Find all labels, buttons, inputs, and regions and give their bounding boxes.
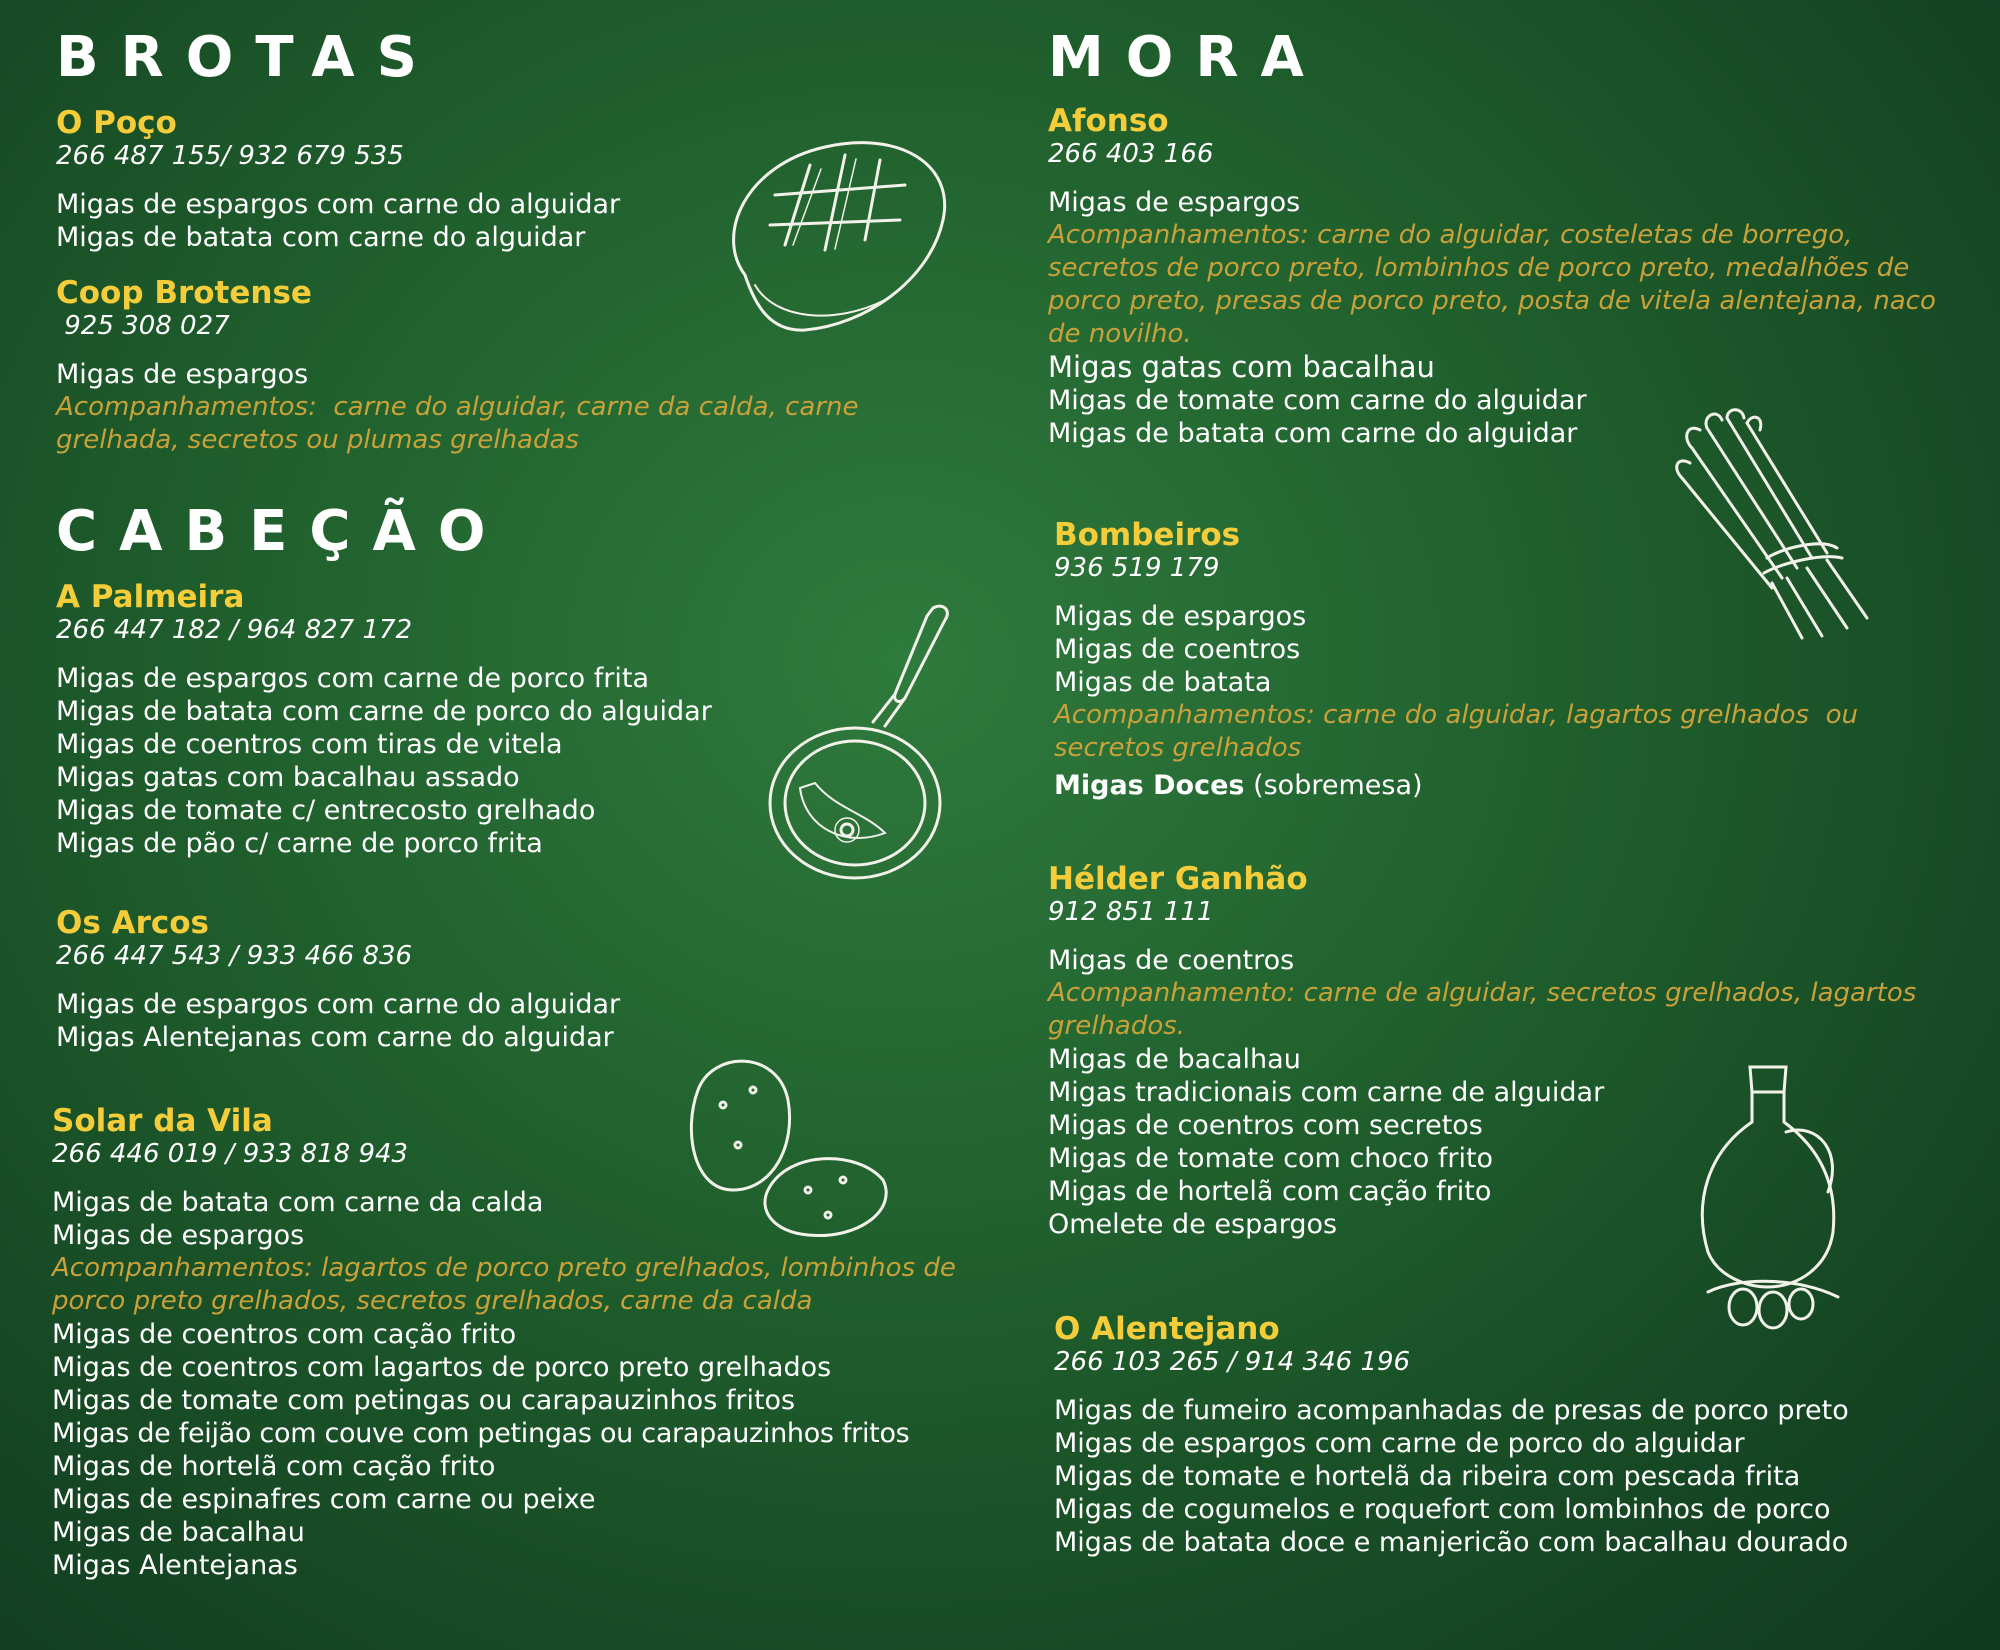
dish-item: Migas de batata com carne do alguidar [1048, 417, 1578, 449]
restaurant-name: Bombeiros [1054, 517, 1241, 553]
dish-item: Migas de espargos com carne do alguidar [56, 188, 621, 220]
dish-item: Migas de coentros com tiras de vitela [56, 728, 563, 760]
bread-icon [715, 125, 955, 340]
restaurant-phone: 266 446 019 / 933 818 943 [52, 1139, 409, 1170]
dish-item: Migas de espargos com carne de porco frita [56, 662, 650, 694]
dish-item: Migas de cogumelos e roquefort com lombinhos de porco [1054, 1493, 1831, 1525]
dish-item: Migas de feijão com couve com petingas ou carapauzinhos fritos [52, 1417, 910, 1449]
accompaniments-text: carne do alguidar, carne da calda, carne grelhada, secretos ou plumas grelhadas [56, 391, 867, 455]
dish-item: Migas de espinafres com carne ou peixe [52, 1483, 596, 1515]
dish-item: Migas de espargos [1054, 600, 1307, 632]
dish-item: Migas de tomate c/ entrecosto grelhado [56, 794, 596, 826]
dish-note: (sobremesa) [1244, 769, 1423, 801]
dish-item [1054, 769, 1974, 802]
dish-item: Migas de coentros [1054, 633, 1301, 665]
dish-item: Migas de batata doce e manjericão com bacalhau dourado [1054, 1526, 1849, 1558]
restaurant-phone: 266 487 155/ 932 679 535 [56, 141, 404, 172]
accompaniments-label: Acompanhamento: [1048, 977, 1296, 1008]
restaurant-o-poco [56, 106, 620, 254]
accompaniments-label: Acompanhamentos: [56, 391, 326, 422]
section-title-mora: MORA [1048, 25, 1326, 90]
frying-pan-icon [755, 598, 965, 883]
dish-item: Migas de hortelã com cação frito [52, 1450, 496, 1482]
accompaniments [1048, 219, 1948, 351]
dish-item: Migas de hortelã com cação frito [1048, 1175, 1492, 1207]
dish-item: Migas de tomate com choco frito [1048, 1142, 1494, 1174]
dish-item: Migas tradicionais com carne de alguidar [1048, 1076, 1605, 1108]
restaurant-phone: 266 447 182 / 964 827 172 [56, 615, 413, 646]
dish-item: Migas de coentros com secretos [1048, 1109, 1483, 1141]
restaurant-name: Hélder Ganhão [1048, 861, 1308, 897]
accompaniments-label: Acompanhamentos: [52, 1252, 313, 1283]
dish-item: Migas de fumeiro acompanhadas de presas de porco preto [1054, 1394, 1849, 1426]
accompaniments [1048, 977, 1948, 1043]
restaurant-name: Coop Brotense [56, 275, 312, 311]
restaurant-phone: 266 403 166 [1048, 139, 1214, 170]
dish-item: Migas Alentejanas [52, 1549, 298, 1581]
dish-item: Migas de batata [1054, 666, 1272, 698]
restaurant-os-arcos [56, 906, 620, 1054]
asparagus-icon [1672, 408, 1882, 648]
restaurant-phone: 266 103 265 / 914 346 196 [1054, 1347, 1411, 1378]
dish-item: Migas de espargos [1048, 186, 1301, 218]
dish-item: Migas de batata com carne de porco do alguidar [56, 695, 712, 727]
section-title-cabecao: CABEÇÃO [56, 499, 508, 564]
dish-item: Migas de tomate com petingas ou carapauzinhos fritos [52, 1384, 796, 1416]
accompaniments [56, 391, 916, 457]
dish-item: Migas de batata com carne da calda [52, 1186, 544, 1218]
dish-item: Migas de espargos com carne de porco do alguidar [1054, 1427, 1745, 1459]
dish-item: Migas de espargos [52, 1219, 305, 1251]
accompaniments [52, 1252, 992, 1318]
restaurant-phone: 912 851 111 [1048, 897, 1214, 928]
restaurant-phone: 266 447 543 / 933 466 836 [56, 941, 413, 972]
dish-bold-name: Migas Doces [1054, 769, 1245, 801]
restaurant-name: Os Arcos [56, 905, 210, 941]
dish-item: Migas de coentros com lagartos de porco preto grelhados [52, 1351, 832, 1383]
restaurant-name: Solar da Vila [52, 1103, 273, 1139]
olive-oil-bottle-icon [1688, 1062, 1848, 1332]
dish-item: Migas gatas com bacalhau assado [56, 761, 520, 793]
accompaniments-label: Acompanhamentos: [1054, 699, 1315, 730]
dish-item: Migas de tomate e hortelã da ribeira com pescada frita [1054, 1460, 1801, 1492]
dish-item: Omelete de espargos [1048, 1208, 1338, 1240]
restaurant-name: O Poço [56, 105, 177, 141]
dish-item: Migas de bacalhau [1048, 1043, 1301, 1075]
dish-item: Migas de pão c/ carne de porco frita [56, 827, 543, 859]
restaurant-phone: 936 519 179 [1054, 553, 1220, 584]
dish-item: Migas gatas com bacalhau [1048, 349, 1435, 384]
restaurant-name: O Alentejano [1054, 1311, 1280, 1347]
dish-item: Migas de bacalhau [52, 1516, 305, 1548]
accompaniments-text: carne do alguidar, lagartos grelhados ou secretos grelhados [1054, 699, 1867, 763]
restaurant-name: A Palmeira [56, 579, 245, 615]
accompaniments-text: carne de alguidar, secretos grelhados, lagartos grelhados. [1048, 977, 1917, 1041]
dish-item: Migas de batata com carne do alguidar [56, 221, 586, 253]
dish-item: Migas de espargos com carne do alguidar [56, 988, 621, 1020]
dish-item: Migas de coentros com cação frito [52, 1318, 517, 1350]
restaurant-phone: 925 308 027 [56, 311, 230, 342]
dish-item: Migas Alentejanas com carne do alguidar [56, 1021, 614, 1053]
restaurant-o-alentejano [1054, 1312, 1849, 1559]
accompaniments-text: lagartos de porco preto grelhados, lombinhos de porco preto grelhados, secretos grelhados, carne da calda [52, 1252, 956, 1316]
dish-item: Migas de coentros [1048, 944, 1295, 976]
accompaniments-text: carne do alguidar, costeletas de borrego, secretos de porco preto, lombinhos de porco preto, medalhões de porco preto, presas de porco preto, posta de vitela alentejana, naco de novilho. [1048, 219, 1936, 349]
accompaniments-label: Acompanhamentos: [1048, 219, 1309, 250]
dish-item: Migas de espargos [56, 358, 309, 390]
dish-item: Migas de tomate com carne do alguidar [1048, 384, 1587, 416]
restaurant-afonso [1048, 104, 1948, 450]
restaurant-a-palmeira [56, 580, 712, 860]
restaurant-name: Afonso [1048, 103, 1169, 139]
section-title-brotas: BROTAS [56, 25, 439, 90]
accompaniments [1054, 699, 1974, 765]
potatoes-icon [678, 1050, 893, 1240]
